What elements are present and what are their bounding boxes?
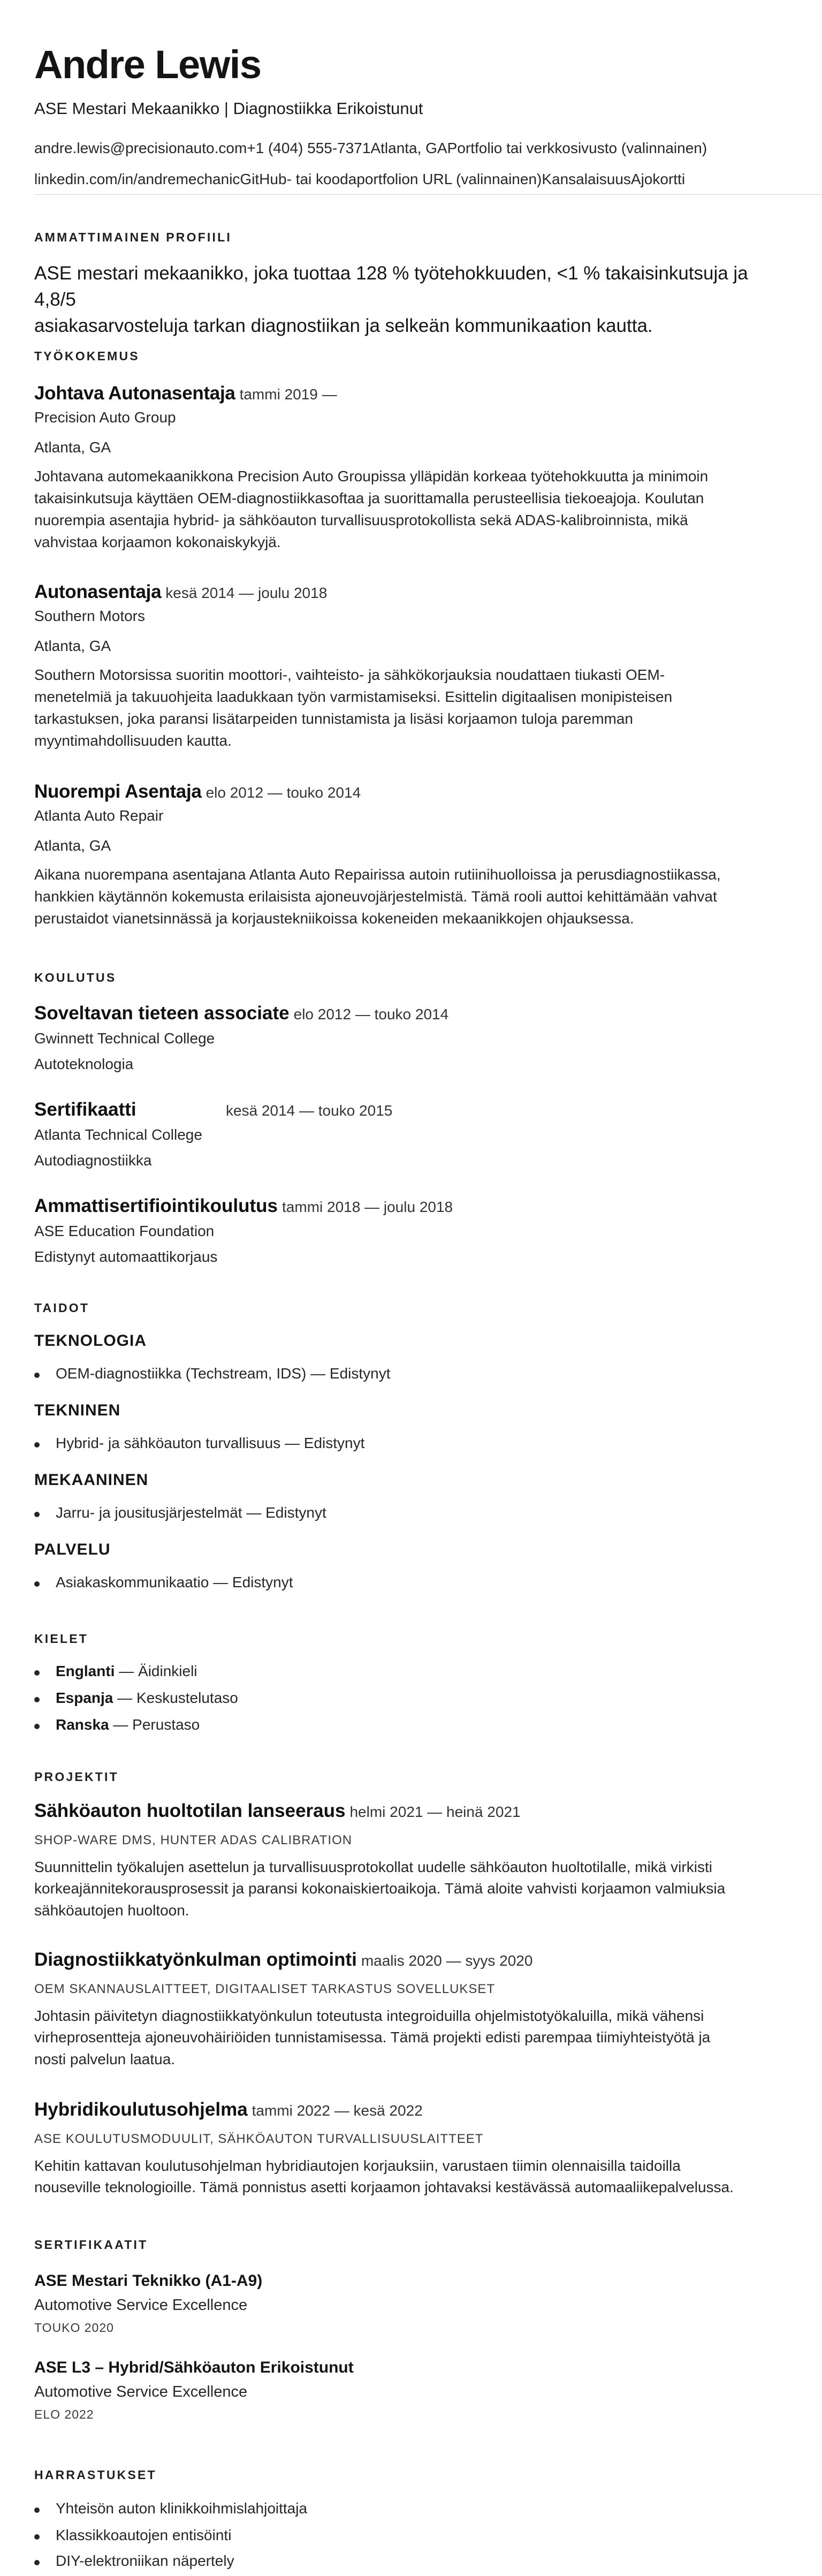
- project-title: Sähköauton huoltotilan lanseeraus: [34, 1800, 346, 1821]
- job-dates: elo 2012 — touko 2014: [206, 784, 361, 801]
- certification-name: ASE Mestari Teknikko (A1-A9): [34, 2272, 263, 2290]
- skill-text: Asiakaskommunikaatio — Edistynyt: [56, 1574, 293, 1590]
- bullet-dot: [34, 1581, 40, 1587]
- desc-line: Johtavana automekaanikkona Precision Auto Groupissa ylläpidän korkeaa työtehokkuutta ja minimoin: [34, 468, 709, 485]
- candidate-headline: ASE Mestari Mekaanikko | Diagnostiikka Erikoistunut: [34, 99, 423, 118]
- hobby-text: Klassikkoautojen entisöinti: [56, 2527, 232, 2543]
- skill-item: [34, 1435, 364, 1452]
- certification-issuer: Automotive Service Excellence: [34, 2383, 248, 2400]
- job-title: Nuorempi Asentaja: [34, 781, 202, 802]
- section-title-experience: TYÖKOKEMUS: [34, 349, 140, 363]
- project-item: [34, 1948, 794, 2071]
- contact-line-1: andre.lewis@precisionauto.com+1 (404) 555-7371Atlanta, GAPortfolio tai verkkosivusto (valinnainen): [34, 140, 707, 156]
- desc-line: vahvistaa korjaamon kokonaiskykyjä.: [34, 534, 281, 551]
- desc-line: nouseville teknologioille. Tämä ponnistus asetti korjaamon johtavaksi kestävässä automaaliikepalvelussa.: [34, 2179, 734, 2196]
- hobby-text: Yhteisön auton klinikkoihmislahjoittaja: [56, 2500, 308, 2517]
- language-level: — Perustaso: [109, 1716, 200, 1733]
- desc-line: hankkien käytännön kokemusta erilaisista ajoneuvojärjestelmistä. Tämä rooli auttoi kehittämään vahvat: [34, 888, 717, 905]
- desc-line: Aikana nuorempana asentajana Atlanta Auto Repairissa autoin rutiinihuolloissa ja perusdiagnostiikassa,: [34, 866, 721, 883]
- project-dates: helmi 2021 — heinä 2021: [349, 1804, 521, 1820]
- education-item: [34, 1001, 794, 1075]
- job-company: Precision Auto Group: [34, 408, 176, 426]
- language-level: — Keskustelutaso: [113, 1689, 238, 1706]
- project-description: [34, 1857, 794, 1922]
- bullet-dot: [34, 1512, 40, 1517]
- section-title-profile: AMMATTIMAINEN PROFIILI: [34, 230, 232, 244]
- education-school: Atlanta Technical College: [34, 1126, 202, 1143]
- bullet-dot: [34, 1697, 40, 1702]
- experience-item: [34, 779, 794, 930]
- section-title-projects: PROJEKTIT: [34, 1770, 119, 1784]
- project-description: [34, 2005, 794, 2071]
- education-field: Edistynyt automaattikorjaus: [34, 1248, 218, 1266]
- education-item: [34, 1194, 794, 1268]
- bullet-dot: [34, 1442, 40, 1448]
- bullet-dot: [34, 1373, 40, 1378]
- desc-line: sähköautojen huoltoon.: [34, 1902, 189, 1919]
- education-degree: Sertifikaatti: [34, 1099, 136, 1120]
- desc-line: tarkastuksen, joka paransi lisätarpeiden tunnistamista ja lisäsi korjaamon tuloja paremman: [34, 710, 634, 728]
- language-name: Espanja: [56, 1689, 113, 1706]
- job-dates: kesä 2014 — joulu 2018: [165, 585, 328, 601]
- desc-line: myyntimahdollisuuden kautta.: [34, 732, 232, 749]
- job-description: [34, 466, 794, 554]
- education-degree: Ammattisertifiointikoulutus: [34, 1195, 278, 1216]
- job-title: Johtava Autonasentaja: [34, 383, 235, 404]
- desc-line: nuorempia asentajia hybrid- ja sähköauton turvallisuusprotokollista sekä ADAS-kalibroinnista, mikä: [34, 512, 688, 529]
- education-field: Autoteknologia: [34, 1056, 134, 1073]
- desc-line: korkeajännitekorausprosessit ja paransi kokonaiskiertoaikoja. Tämä aloite vahvisti korjaamon valmiuksia: [34, 1880, 726, 1897]
- education-field: Autodiagnostiikka: [34, 1152, 152, 1169]
- project-title: Hybridikoulutusohjelma: [34, 2099, 248, 2120]
- contact-line-2: linkedin.com/in/andremechanicGitHub- tai koodaportfolion URL (valinnainen)KansalaisuusAjokortti: [34, 171, 686, 187]
- desc-line: virheprosentteja ajoneuvohäiriöiden tunnistamisessa. Tämä projekti edisti parempaa tiimiyhteistyötä ja: [34, 2029, 711, 2046]
- desc-line: Southern Motorsissa suoritin moottori-, vaihteisto- ja sähkökorjauksia noudattaen tiukasti OEM-: [34, 666, 665, 684]
- skill-text: Hybrid- ja sähköauton turvallisuus — Edistynyt: [56, 1435, 365, 1451]
- language-item: [34, 1716, 200, 1733]
- education-degree: Soveltavan tieteen associate: [34, 1003, 290, 1024]
- desc-line: perustaidot vianetsinnässä ja korjaustekniikoissa kokeneiden mekaanikkojen ohjauksessa.: [34, 910, 634, 927]
- candidate-name: Andre Lewis: [34, 42, 261, 87]
- job-location: Atlanta, GA: [34, 439, 111, 456]
- project-dates: tammi 2022 — kesä 2022: [252, 2102, 423, 2119]
- certification-date: ELO 2022: [34, 2407, 94, 2421]
- skill-category: MEKAANINEN: [34, 1471, 149, 1489]
- skill-item: [34, 1574, 293, 1591]
- profile-summary: [34, 260, 794, 339]
- language-level: — Äidinkieli: [115, 1663, 197, 1679]
- section-title-education: KOULUTUS: [34, 971, 117, 984]
- project-item: [34, 1799, 794, 1922]
- hobby-item: [34, 2527, 231, 2544]
- job-dates: tammi 2019 —: [239, 386, 337, 403]
- certification-item: [34, 2359, 794, 2422]
- job-location: Atlanta, GA: [34, 638, 111, 655]
- project-title: Diagnostiikkatyönkulman optimointi: [34, 1949, 357, 1970]
- job-title: Autonasentaja: [34, 581, 162, 602]
- education-dates: tammi 2018 — joulu 2018: [282, 1199, 453, 1215]
- project-dates: maalis 2020 — syys 2020: [361, 1952, 533, 1969]
- profile-summary-line: ASE mestari mekaanikko, joka tuottaa 128 % työtehokkuuden, <1 % takaisinkutsuja ja 4,8/5: [34, 263, 748, 310]
- certification-name: ASE L3 – Hybrid/Sähköauton Erikoistunut: [34, 2359, 354, 2376]
- education-dates: elo 2012 — touko 2014: [293, 1006, 449, 1022]
- bullet-dot: [34, 2507, 40, 2513]
- skill-text: OEM-diagnostiikka (Techstream, IDS) — Edistynyt: [56, 1365, 391, 1382]
- language-name: Ranska: [56, 1716, 109, 1733]
- certification-date: TOUKO 2020: [34, 2321, 114, 2335]
- bullet-dot: [34, 1670, 40, 1676]
- language-item: [34, 1689, 238, 1707]
- skill-category: TEKNOLOGIA: [34, 1332, 147, 1350]
- skill-category: TEKNINEN: [34, 1401, 121, 1419]
- language-name: Englanti: [56, 1663, 115, 1679]
- desc-line: takaisinkutsuja käyttäen OEM-diagnostiikkasoftaa ja suorittamalla perusteellisia tiekoeajoja. Koulutan: [34, 490, 704, 507]
- education-school: ASE Education Foundation: [34, 1222, 215, 1239]
- job-description: [34, 664, 794, 752]
- skill-item: [34, 1365, 391, 1382]
- education-school: Gwinnett Technical College: [34, 1029, 215, 1047]
- certification-issuer: Automotive Service Excellence: [34, 2297, 248, 2314]
- job-company: Atlanta Auto Repair: [34, 807, 164, 824]
- bullet-dot: [34, 1724, 40, 1729]
- experience-item: [34, 580, 794, 752]
- desc-line: Kehitin kattavan koulutusohjelman hybridiautojen korjauksiin, varustaen tiimin olennaisilla taidoilla: [34, 2157, 681, 2174]
- education-dates: kesä 2014 — touko 2015: [226, 1102, 393, 1119]
- job-description: [34, 864, 794, 930]
- hobby-text: DIY-elektroniikan näpertely: [56, 2552, 234, 2569]
- desc-line: nosti palvelun laatua.: [34, 2051, 176, 2068]
- bullet-dot: [34, 2534, 40, 2540]
- education-item: [34, 1097, 794, 1172]
- header-divider: [34, 194, 822, 195]
- project-tech: OEM SKANNAUSLAITTEET, DIGITAALISET TARKASTUS SOVELLUKSET: [34, 1981, 496, 1996]
- desc-line: menetelmiä ja takuuohjeita laadukkaan työn varmistamiseksi. Esittelin digitaalisen monipisteisen: [34, 688, 673, 706]
- job-company: Southern Motors: [34, 607, 145, 624]
- section-title-languages: KIELET: [34, 1632, 88, 1646]
- skill-item: [34, 1504, 326, 1521]
- desc-line: Johtasin päivitetyn diagnostiikkatyönkulun toteutusta integroiduilla ohjelmistotyökaluilla, mikä vähensi: [34, 2007, 704, 2024]
- project-description: [34, 2155, 794, 2199]
- bullet-dot: [34, 2560, 40, 2565]
- project-tech: SHOP-WARE DMS, HUNTER ADAS CALIBRATION: [34, 1832, 353, 1847]
- hobby-item: [34, 2500, 307, 2517]
- certification-item: [34, 2272, 794, 2335]
- job-location: Atlanta, GA: [34, 837, 111, 854]
- skill-category: PALVELU: [34, 1541, 111, 1558]
- project-item: [34, 2097, 794, 2199]
- experience-item: [34, 381, 794, 554]
- language-item: [34, 1663, 197, 1680]
- section-title-hobbies: HARRASTUKSET: [34, 2468, 157, 2482]
- hobby-item: [34, 2552, 234, 2570]
- profile-summary-line: asiakasarvosteluja tarkan diagnostiikan ja selkeän kommunikaation kautta.: [34, 315, 653, 336]
- skill-text: Jarru- ja jousitusjärjestelmät — Edistynyt: [56, 1504, 326, 1521]
- section-title-skills: TAIDOT: [34, 1301, 90, 1315]
- project-tech: ASE KOULUTUSMODUULIT, SÄHKÖAUTON TURVALLISUUSLAITTEET: [34, 2131, 484, 2146]
- section-title-certifications: SERTIFIKAATIT: [34, 2238, 148, 2252]
- desc-line: Suunnittelin työkalujen asettelun ja turvallisuusprotokollat uudelle sähköauton huoltotilalle, mikä virkisti: [34, 1858, 712, 1875]
